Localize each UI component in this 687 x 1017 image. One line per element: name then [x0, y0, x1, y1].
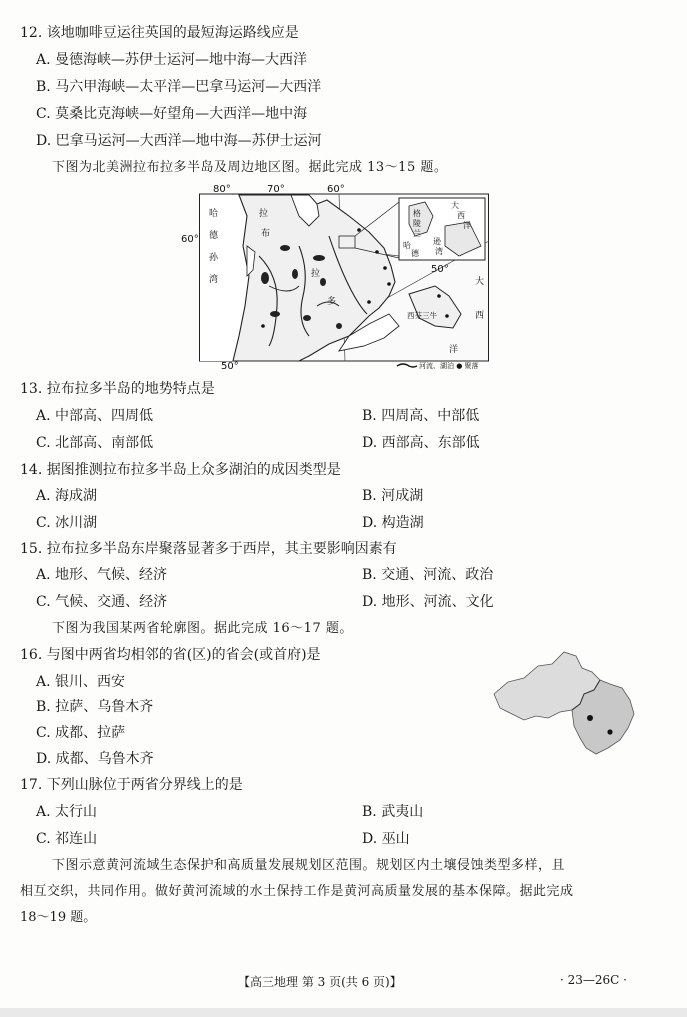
q16-stem: 16. 与图中两省均相邻的省(区)的省会(或首府)是: [20, 647, 321, 663]
ocean-label-1: 大: [475, 277, 485, 287]
q17-option-b: B. 武夷山: [362, 804, 424, 820]
q13-option-c: C. 北部高、南部低: [36, 435, 154, 451]
intro-18-19-line1: 下图示意黄河流域生态保护和高质量发展规划区范围。规划区内土壤侵蚀类型多样，且: [52, 858, 566, 873]
inset-label-3: 兰: [413, 229, 421, 238]
q14-stem: 14. 据图推测拉布拉多半岛上众多湖泊的成因类型是: [20, 462, 341, 478]
capital-dot-west: [587, 715, 593, 721]
intro-13-15: 下图为北美洲拉布拉多半岛及周边地区图。据此完成 13～15 题。: [52, 160, 448, 175]
q16-option-b: B. 拉萨、乌鲁木齐: [36, 699, 154, 715]
inset-label-8: 德: [411, 249, 419, 258]
inset-label-1: 格: [413, 209, 421, 218]
label-la: 拉: [259, 209, 269, 219]
q15-option-a: A. 地形、气候、经济: [36, 567, 168, 583]
label-sun: 孙: [209, 253, 219, 263]
bottom-band: [0, 1008, 687, 1017]
q16-option-c: C. 成都、拉萨: [36, 725, 126, 741]
q12-option-d: D. 巴拿马运河—大西洋—地中海—苏伊士运河: [36, 133, 322, 149]
q16-option-a: A. 银川、西安: [36, 674, 126, 690]
lon-label-80: 80°: [213, 184, 231, 195]
q12-stem: 12. 该地咖啡豆运往英国的最短海运路线应是: [20, 25, 299, 41]
ocean-label-3: 洋: [449, 345, 459, 355]
q14-option-a: A. 海成湖: [36, 488, 98, 504]
label-ha: 哈: [209, 209, 219, 219]
lon-label-50: 50°: [221, 361, 239, 372]
label-wan: 湾: [209, 275, 219, 285]
inset-label-10: 湾: [435, 247, 443, 256]
map-legend: 河流、湖泊 ● 聚落: [419, 362, 479, 370]
q17-option-a: A. 太行山: [36, 804, 98, 820]
footer-code: · 23—26C ·: [560, 973, 627, 987]
q13-option-d: D. 西部高、东部低: [362, 435, 480, 451]
inset-label-6: 洋: [463, 221, 471, 230]
q13-option-a: A. 中部高、四周低: [36, 408, 154, 424]
lon-label-60: 60°: [327, 184, 345, 195]
inset-label-4: 大: [451, 201, 459, 210]
intro-16-17: 下图为我国某两省轮廓图。据此完成 16～17 题。: [52, 621, 353, 636]
q14-option-c: C. 冰川湖: [36, 515, 98, 531]
intro-18-19-line3: 18～19 题。: [20, 910, 97, 925]
q15-stem: 15. 拉布拉多半岛东岸聚落显著多于西岸，其主要影响因素有: [20, 541, 397, 557]
q13-stem: 13. 拉布拉多半岛的地势特点是: [20, 381, 215, 397]
capital-dot-east: [607, 729, 612, 734]
intro-18-19-line2: 相互交织，共同作用。做好黄河流域的水土保持工作是黄河高质量发展的基本保障。据此完成: [20, 884, 574, 899]
city-label: 西芬三牛: [407, 311, 437, 320]
lat-label-50: 50°: [431, 264, 449, 275]
q15-option-c: C. 气候、交通、经济: [36, 594, 168, 610]
q17-option-c: C. 祁连山: [36, 831, 98, 847]
label-la2: 拉: [311, 269, 321, 279]
q14-option-b: B. 河成湖: [362, 488, 424, 504]
inset-label-5: 西: [457, 211, 465, 220]
inset-label-9: 逊: [433, 237, 441, 246]
lon-label-70: 70°: [267, 184, 285, 195]
labrador-map: [181, 184, 489, 372]
q12-option-b: B. 马六甲海峡—太平洋—巴拿马运河—大西洋: [36, 79, 322, 95]
q15-option-d: D. 地形、河流、文化: [362, 594, 494, 610]
label-bu: 布: [261, 229, 271, 239]
ocean-label-2: 西: [475, 311, 485, 321]
footer-page-info: 【高三地理 第 3 页(共 6 页)】: [238, 975, 402, 989]
lat-label-60: 60°: [181, 234, 199, 245]
label-de: 德: [209, 231, 219, 241]
inset-label-7: 哈: [403, 241, 411, 250]
provinces-outline-map: [488, 644, 638, 764]
q14-option-d: D. 构造湖: [362, 515, 424, 531]
q16-option-d: D. 成都、乌鲁木齐: [36, 751, 154, 767]
q17-stem: 17. 下列山脉位于两省分界线上的是: [20, 777, 243, 793]
q13-option-b: B. 四周高、中部低: [362, 408, 480, 424]
inset-label-2: 陵: [413, 219, 421, 228]
q12-option-c: C. 莫桑比克海峡—好望角—大西洋—地中海: [36, 106, 308, 122]
label-duo: 多: [327, 297, 337, 307]
q12-option-a: A. 曼德海峡—苏伊士运河—地中海—大西洋: [36, 52, 308, 68]
q15-option-b: B. 交通、河流、政治: [362, 567, 494, 583]
q17-option-d: D. 巫山: [362, 831, 410, 847]
